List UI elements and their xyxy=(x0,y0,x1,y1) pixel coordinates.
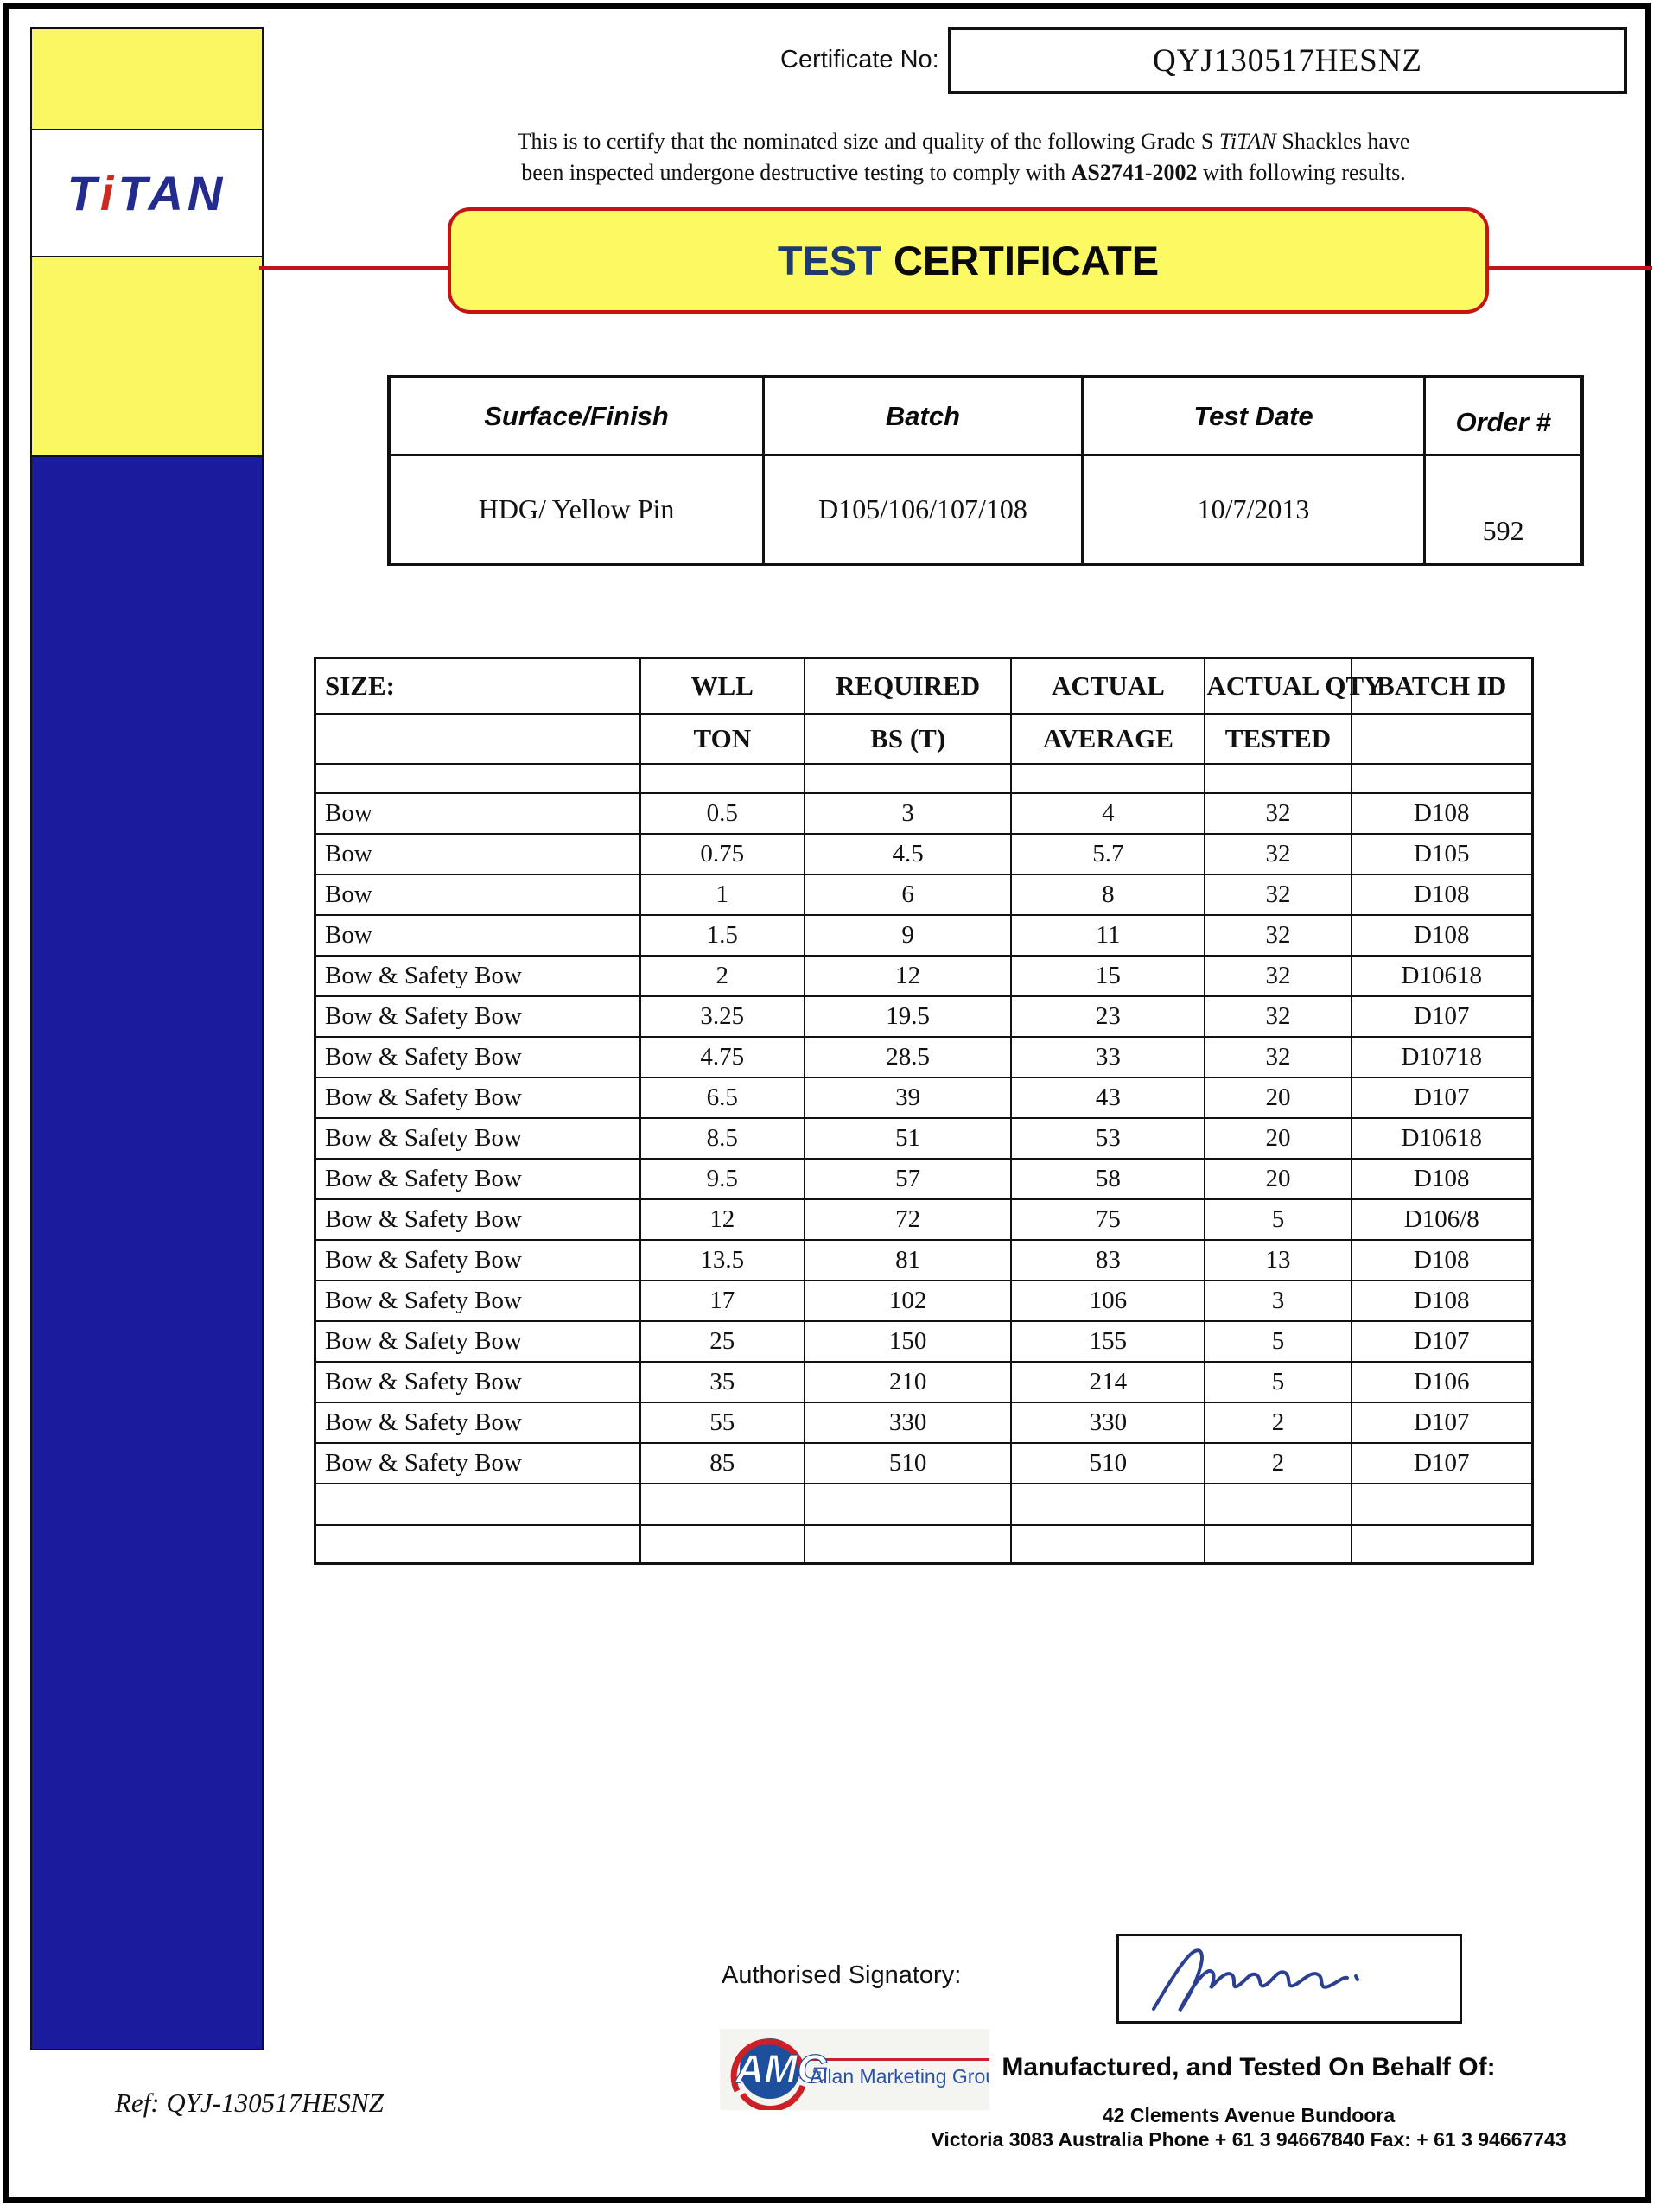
table-cell: 32 xyxy=(1205,996,1351,1037)
table-cell: 57 xyxy=(805,1159,1012,1199)
table-cell xyxy=(315,764,640,793)
table-cell: 12 xyxy=(805,956,1012,996)
table-cell: D107 xyxy=(1352,1443,1533,1484)
table-cell xyxy=(1205,764,1351,793)
table-cell xyxy=(1011,764,1205,793)
table-cell xyxy=(640,1525,805,1564)
amg-initials: AMG xyxy=(735,2046,829,2091)
table-cell xyxy=(805,764,1012,793)
table-cell: D10718 xyxy=(1352,1037,1533,1077)
table-cell: 25 xyxy=(640,1321,805,1362)
col-subheader-blank2 xyxy=(1352,714,1533,764)
table-cell: Bow & Safety Bow xyxy=(315,1321,640,1362)
header-order: Order # xyxy=(1425,377,1582,455)
table-cell: D107 xyxy=(1352,1077,1533,1118)
certificate-no-box xyxy=(948,27,1627,94)
table-row xyxy=(315,1362,1533,1402)
table-cell: 4 xyxy=(1011,793,1205,834)
table-cell: D10618 xyxy=(1352,956,1533,996)
intro-line-2: been inspected undergone destructive testing to comply with AS2741-2002 with following results. xyxy=(521,160,1406,185)
table-cell: 1 xyxy=(640,874,805,915)
table-cell: Bow & Safety Bow xyxy=(315,1077,640,1118)
empty-row xyxy=(315,1525,1533,1564)
table-row xyxy=(315,996,1533,1037)
table-cell: 1.5 xyxy=(640,915,805,956)
col-header-actual: ACTUAL xyxy=(1011,658,1205,715)
table-cell: 330 xyxy=(805,1402,1012,1443)
table-cell: 23 xyxy=(1011,996,1205,1037)
sidebar-blue-bar xyxy=(30,455,264,2050)
table-cell: Bow xyxy=(315,915,640,956)
intro-line-1: This is to certify that the nominated size and quality of the following Grade S TiTAN Shackles have xyxy=(517,129,1410,154)
table-cell: D108 xyxy=(1352,915,1533,956)
manufacturer-address xyxy=(899,2103,1599,2152)
intro-paragraph xyxy=(294,126,1633,188)
value-batch: D105/106/107/108 xyxy=(764,455,1083,565)
table-row xyxy=(315,1443,1533,1484)
table-cell: 58 xyxy=(1011,1159,1205,1199)
table-cell: Bow & Safety Bow xyxy=(315,956,640,996)
table-cell: 19.5 xyxy=(805,996,1012,1037)
table-cell: 155 xyxy=(1011,1321,1205,1362)
table-cell: D108 xyxy=(1352,1281,1533,1321)
table-row xyxy=(315,1281,1533,1321)
table-row xyxy=(315,1199,1533,1240)
col-header-batch-id: BATCH ID xyxy=(1352,658,1533,715)
table-cell: 6.5 xyxy=(640,1077,805,1118)
table-cell: D10618 xyxy=(1352,1118,1533,1159)
table-cell: Bow & Safety Bow xyxy=(315,996,640,1037)
table-cell xyxy=(1352,1484,1533,1525)
sidebar-yellow-mid-block xyxy=(30,256,264,457)
col-header-wll: WLL xyxy=(640,658,805,715)
table-cell: 150 xyxy=(805,1321,1012,1362)
table-cell: 85 xyxy=(640,1443,805,1484)
test-results-table xyxy=(314,657,1534,1565)
table-cell: 106 xyxy=(1011,1281,1205,1321)
table-cell: 4.5 xyxy=(805,834,1012,874)
table-row xyxy=(315,1240,1533,1281)
table-cell: 510 xyxy=(1011,1443,1205,1484)
table-cell: 330 xyxy=(1011,1402,1205,1443)
table-cell: 0.75 xyxy=(640,834,805,874)
table-cell: 20 xyxy=(1205,1077,1351,1118)
table-cell xyxy=(1011,1484,1205,1525)
titan-logo-t: T xyxy=(67,166,100,220)
table-cell: 0.5 xyxy=(640,793,805,834)
table-cell: 6 xyxy=(805,874,1012,915)
table-cell xyxy=(1352,1525,1533,1564)
table-cell: 9 xyxy=(805,915,1012,956)
table-cell: Bow & Safety Bow xyxy=(315,1037,640,1077)
table-row xyxy=(315,874,1533,915)
table-cell: D107 xyxy=(1352,996,1533,1037)
table-cell: 4.75 xyxy=(640,1037,805,1077)
table-cell: 32 xyxy=(1205,956,1351,996)
empty-row xyxy=(315,1484,1533,1525)
table-cell: Bow & Safety Bow xyxy=(315,1199,640,1240)
col-header-actual-qty: ACTUAL QTY xyxy=(1205,658,1351,715)
table-cell xyxy=(1352,764,1533,793)
titan-logo-tan: TAN xyxy=(118,166,227,220)
table-cell: D107 xyxy=(1352,1321,1533,1362)
table-cell: 2 xyxy=(1205,1443,1351,1484)
table-cell: D105 xyxy=(1352,834,1533,874)
table-cell: 32 xyxy=(1205,834,1351,874)
table-cell xyxy=(640,764,805,793)
table-cell: Bow & Safety Bow xyxy=(315,1281,640,1321)
intro-standard: AS2741-2002 xyxy=(1071,160,1198,185)
table-cell xyxy=(640,1484,805,1525)
table-cell: 3.25 xyxy=(640,996,805,1037)
table-cell: 32 xyxy=(1205,1037,1351,1077)
table-cell xyxy=(315,1525,640,1564)
table-cell: 15 xyxy=(1011,956,1205,996)
certificate-no-label: Certificate No: xyxy=(780,46,939,73)
results-header-row xyxy=(315,658,1533,715)
address-line-2: Victoria 3083 Australia Phone + 61 3 94667840 Fax: + 61 3 94667743 xyxy=(931,2128,1567,2151)
spacer-row xyxy=(315,764,1533,793)
titan-logo-box xyxy=(30,129,264,257)
col-header-size: SIZE: xyxy=(315,658,640,715)
table-cell: Bow xyxy=(315,834,640,874)
table-cell: 51 xyxy=(805,1118,1012,1159)
table-cell: 53 xyxy=(1011,1118,1205,1159)
table-row xyxy=(315,1037,1533,1077)
table-row xyxy=(315,1159,1533,1199)
sidebar-yellow-top-block xyxy=(30,27,264,130)
table-cell: Bow & Safety Bow xyxy=(315,1118,640,1159)
col-subheader-tested: TESTED xyxy=(1205,714,1351,764)
table-cell: 2 xyxy=(640,956,805,996)
col-subheader-blank xyxy=(315,714,640,764)
value-order: 592 xyxy=(1425,455,1582,565)
table-cell: 2 xyxy=(1205,1402,1351,1443)
table-cell: 39 xyxy=(805,1077,1012,1118)
table-cell xyxy=(805,1525,1012,1564)
table-cell: 11 xyxy=(1011,915,1205,956)
table-cell: 55 xyxy=(640,1402,805,1443)
table-cell: Bow & Safety Bow xyxy=(315,1159,640,1199)
table-row xyxy=(315,1402,1533,1443)
table-cell: 81 xyxy=(805,1240,1012,1281)
table-cell: 510 xyxy=(805,1443,1012,1484)
table-cell: Bow xyxy=(315,793,640,834)
col-header-required: REQUIRED xyxy=(805,658,1012,715)
table-cell: 5.7 xyxy=(1011,834,1205,874)
amg-caption: Allan Marketing Group xyxy=(810,2065,989,2088)
header-test-date: Test Date xyxy=(1082,377,1424,455)
table-cell: 32 xyxy=(1205,793,1351,834)
table-cell xyxy=(1011,1525,1205,1564)
table-cell: 13 xyxy=(1205,1240,1351,1281)
table-row xyxy=(315,915,1533,956)
table-cell: 210 xyxy=(805,1362,1012,1402)
table-cell: 12 xyxy=(640,1199,805,1240)
results-subheader-row xyxy=(315,714,1533,764)
table-cell: Bow & Safety Bow xyxy=(315,1362,640,1402)
value-surface-finish: HDG/ Yellow Pin xyxy=(389,455,764,565)
col-subheader-bs-t: BS (T) xyxy=(805,714,1012,764)
batch-info-data-row xyxy=(389,455,1582,565)
value-test-date: 10/7/2013 xyxy=(1082,455,1424,565)
table-cell: 3 xyxy=(805,793,1012,834)
table-cell: D108 xyxy=(1352,793,1533,834)
table-cell: 75 xyxy=(1011,1199,1205,1240)
banner-word-certificate: CERTIFICATE xyxy=(893,238,1160,283)
table-cell: Bow xyxy=(315,874,640,915)
table-cell: 9.5 xyxy=(640,1159,805,1199)
signature-box xyxy=(1116,1934,1462,2024)
manufactured-label: Manufactured, and Tested On Behalf Of: xyxy=(1002,2053,1496,2082)
table-cell xyxy=(1205,1484,1351,1525)
table-cell xyxy=(805,1484,1012,1525)
col-subheader-average: AVERAGE xyxy=(1011,714,1205,764)
table-cell: 32 xyxy=(1205,874,1351,915)
table-row xyxy=(315,1321,1533,1362)
table-cell: 5 xyxy=(1205,1362,1351,1402)
intro-brand: TiTAN xyxy=(1218,129,1276,154)
titan-logo xyxy=(67,165,227,221)
table-cell: 8.5 xyxy=(640,1118,805,1159)
authorised-signatory-label: Authorised Signatory: xyxy=(722,1961,962,1989)
table-row xyxy=(315,834,1533,874)
table-cell: 35 xyxy=(640,1362,805,1402)
table-cell: 43 xyxy=(1011,1077,1205,1118)
table-cell: 33 xyxy=(1011,1037,1205,1077)
table-cell xyxy=(1205,1525,1351,1564)
table-cell: Bow & Safety Bow xyxy=(315,1240,640,1281)
table-cell: Bow & Safety Bow xyxy=(315,1402,640,1443)
signature-ink xyxy=(1129,1942,1449,2016)
table-cell: 102 xyxy=(805,1281,1012,1321)
table-cell: 5 xyxy=(1205,1321,1351,1362)
table-cell xyxy=(315,1484,640,1525)
table-row xyxy=(315,1118,1533,1159)
test-certificate-banner xyxy=(448,207,1489,314)
table-cell: 83 xyxy=(1011,1240,1205,1281)
table-cell: 32 xyxy=(1205,915,1351,956)
col-subheader-ton: TON xyxy=(640,714,805,764)
table-cell: 20 xyxy=(1205,1159,1351,1199)
header-batch: Batch xyxy=(764,377,1083,455)
table-cell: D108 xyxy=(1352,1240,1533,1281)
table-cell: 3 xyxy=(1205,1281,1351,1321)
table-cell: Bow & Safety Bow xyxy=(315,1443,640,1484)
table-cell: D107 xyxy=(1352,1402,1533,1443)
table-cell: D106/8 xyxy=(1352,1199,1533,1240)
reference-number: Ref: QYJ-130517HESNZ xyxy=(115,2088,384,2118)
table-row xyxy=(315,793,1533,834)
table-cell: 8 xyxy=(1011,874,1205,915)
table-cell: 20 xyxy=(1205,1118,1351,1159)
banner-word-test: TEST xyxy=(777,238,881,283)
table-cell: 72 xyxy=(805,1199,1012,1240)
certificate-no-value: QYJ130517HESNZ xyxy=(1152,42,1423,79)
table-cell: D108 xyxy=(1352,1159,1533,1199)
table-cell: 13.5 xyxy=(640,1240,805,1281)
table-row xyxy=(315,1077,1533,1118)
table-cell: 214 xyxy=(1011,1362,1205,1402)
table-cell: 28.5 xyxy=(805,1037,1012,1077)
titan-logo-i: i xyxy=(99,166,118,220)
header-surface-finish: Surface/Finish xyxy=(389,377,764,455)
table-cell: D106 xyxy=(1352,1362,1533,1402)
batch-info-header-row xyxy=(389,377,1582,455)
table-row xyxy=(315,956,1533,996)
table-cell: D108 xyxy=(1352,874,1533,915)
table-cell: 17 xyxy=(640,1281,805,1321)
table-cell: 5 xyxy=(1205,1199,1351,1240)
address-line-1: 42 Clements Avenue Bundoora xyxy=(1102,2104,1396,2126)
batch-info-table xyxy=(387,375,1584,566)
